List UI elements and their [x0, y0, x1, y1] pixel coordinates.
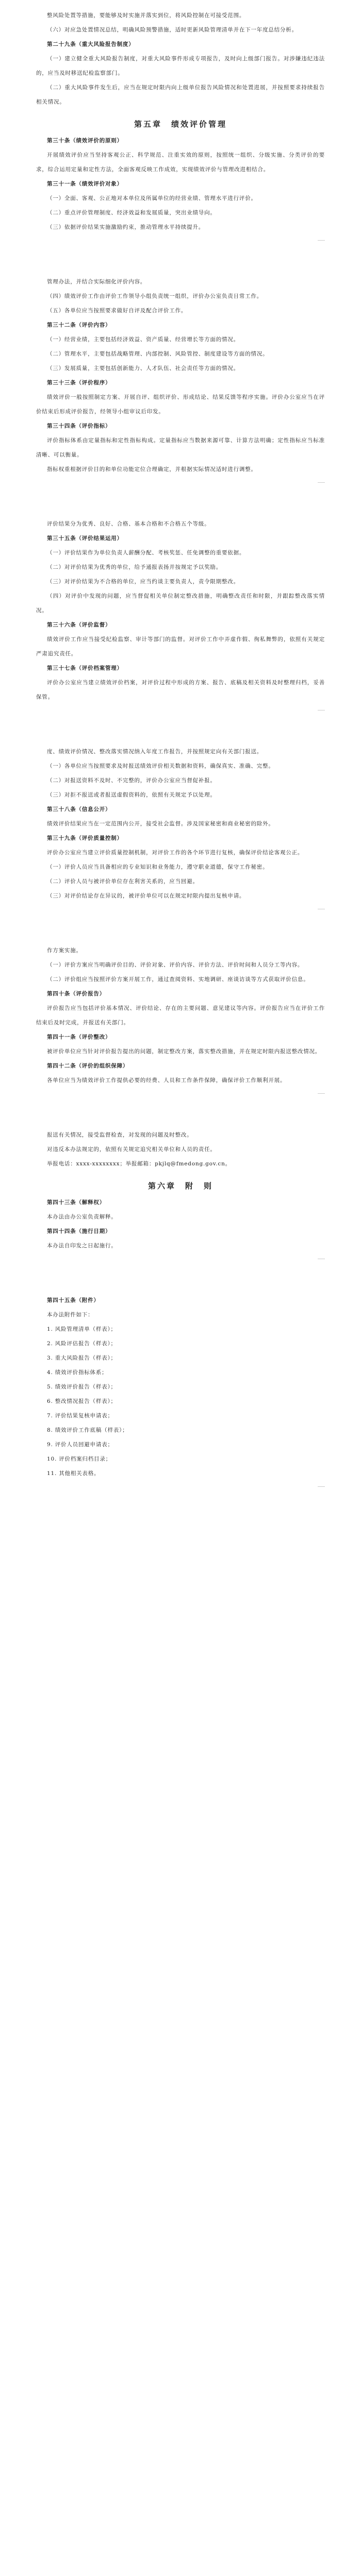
article-heading: 第三十三条（评价程序） [47, 380, 111, 386]
document-body [36, 0, 325, 1511]
paragraph: 8. 绩效评价工作底稿（样表）； [47, 1427, 128, 1433]
paragraph: 6. 整改情况报告（样表）； [47, 1398, 117, 1404]
article-heading: 第二十九条（重大风险报告制度） [47, 41, 135, 47]
paragraph: （四）对评价中发现的问题，应当督促相关单位制定整改措施，明确整改责任和时限，并跟踪整改落实情况。 [36, 593, 325, 614]
paragraph: 1. 风险管理清单（样表）； [47, 1326, 117, 1332]
paragraph: （五）各单位应当按照要求做好自评及配合评价工作。 [47, 308, 187, 314]
paragraph: 本办法附件如下： [47, 1312, 94, 1318]
article-heading: 第三十条（绩效评价的原则） [47, 138, 123, 144]
paragraph: 评价报告应当包括评价基本情况、评价结论、存在的主要问题、意见建议等内容。评价报告应当在评价工作结束后及时完成，并报送有关部门。 [36, 1005, 325, 1026]
paragraph: （一）建立健全重大风险报告制度，对重大风险事件形成专项报告，及时向上级部门报告。对涉嫌违纪违法的，应当及时移送纪检监察部门。 [36, 56, 325, 76]
paragraph: 5. 绩效评价报告（样表）； [47, 1384, 117, 1390]
paragraph: 10. 评价档案归档目录； [47, 1456, 111, 1462]
paragraph: 7. 评价结果复核申请表； [47, 1413, 113, 1419]
chapter-heading: 第五章 绩效评价管理 [134, 120, 227, 129]
paragraph: 绩效评价工作应当接受纪检监察、审计等部门的监督。对评价工作中弄虚作假、徇私舞弊的，依照有关规定严肃追究责任。 [36, 636, 325, 657]
paragraph: 被评价单位应当针对评价报告提出的问题，制定整改方案，落实整改措施，并在规定时限内报送整改情况。 [47, 1048, 321, 1055]
chapter-heading: 第六章 附 则 [147, 1181, 213, 1191]
paragraph: 度、绩效评价情况、整改落实情况纳入年度工作报告，并按照规定向有关部门报送。 [47, 749, 263, 755]
paragraph: 报送有关情况，接受监督检查，对发现的问题及时整改。 [47, 1132, 193, 1138]
paragraph: 整风险处置等措施，要能够及时实施并落实到位，将风险控制在可接受范围。 [47, 12, 245, 19]
paragraph: （二）评价组应当按照评价方案开展工作，通过查阅资料、实地调研、座谈访谈等方式获取评价信息。 [47, 976, 309, 982]
paragraph: 评价结果分为优秀、良好、合格、基本合格和不合格五个等级。 [47, 521, 210, 527]
paragraph: （二）管理水平，主要包括战略管理、内部控制、风险管控、制度建设等方面的情况。 [47, 351, 269, 357]
paragraph: （四）绩效评价工作由评价工作领导小组负责统一组织，评价办公室负责日常工作。 [47, 293, 263, 299]
article-heading: 第三十七条（评价档案管理） [47, 665, 123, 671]
paragraph: 11. 其他相关表格。 [47, 1470, 100, 1477]
paragraph: （六）对应急处置情况总结，明确风险预警措施，适时更新风险管理清单并在下一年度总结分析。 [47, 27, 298, 33]
document-page [36, 272, 325, 486]
paragraph: 9. 评价人员回避申请表； [47, 1442, 113, 1448]
paragraph: （一）评价结果作为单位负责人薪酬分配、考核奖惩、任免调整的重要依据。 [47, 550, 245, 556]
paragraph: 4. 绩效评价指标体系； [47, 1369, 108, 1376]
article-heading: 第四十条（评价报告） [47, 991, 105, 997]
paragraph: （三）对拒不报送或者报送虚假资料的，依照有关规定予以处理。 [47, 792, 216, 798]
paragraph: （三）对评价结论存在异议的，被评价单位可以在规定时限内提出复核申请。 [47, 893, 245, 899]
article-heading: 第四十一条（评价整改） [47, 1034, 111, 1040]
paragraph: （二）对报送资料不及时、不完整的，评价办公室应当督促补报。 [47, 777, 216, 784]
paragraph: 绩效评价一般按照制定方案、开展自评、组织评价、形成结论、结果反馈等程序实施。评价办公室应当在评价结束后形成评价报告，经领导小组审议后印发。 [36, 394, 325, 415]
paragraph: （三）依据评价结果实施激励约束，推动管理水平持续提升。 [47, 224, 205, 230]
article-heading: 第三十二条（评价内容） [47, 322, 111, 328]
paragraph: （一）各单位应当按照要求及时报送绩效评价相关数据和资料，确保真实、准确、完整。 [47, 763, 274, 769]
paragraph: 评价指标体系由定量指标和定性指标构成。定量指标应当数据来源可靠、计算方法明确；定性指标应当标准清晰、可以衡量。 [36, 437, 325, 458]
article-heading: 第四十三条（解释权） [47, 1199, 105, 1206]
paragraph: （二）重大风险事件发生后，应当在规定时限内向上级单位报告风险情况和处置进展，并按照要求持续报告相关情况。 [36, 84, 325, 105]
document-page [36, 514, 325, 714]
article-heading: 第三十四条（评价指标） [47, 423, 111, 429]
paragraph: （一）全面、客观、公正地对本单位及所属单位的经营业绩、管理水平进行评价。 [47, 195, 257, 201]
paragraph: 指标权重根据评价目的和单位功能定位合理确定，并根据实际情况适时进行调整。 [47, 466, 257, 472]
paragraph: 本办法由办公室负责解释。 [47, 1214, 117, 1220]
paragraph: 管理办法，并结合实际细化评价内容。 [47, 279, 146, 285]
document-page [36, 1125, 325, 1262]
paragraph: （二）对评价结果为优秀的单位，给予通报表扬并按规定予以奖励。 [47, 564, 222, 570]
paragraph: （三）发展质量，主要包括创新能力、人才队伍、社会责任等方面的情况。 [47, 365, 239, 371]
paragraph: 评价办公室应当建立评价质量控制机制，对评价工作的各个环节进行复核，确保评价结论客观公正。 [47, 850, 304, 856]
article-heading: 第四十二条（评价的组织保障） [47, 1063, 129, 1069]
paragraph: （二）评价人员与被评价单位存在利害关系的，应当回避。 [47, 878, 199, 885]
paragraph: 本办法自印发之日起施行。 [47, 1243, 117, 1249]
paragraph: 举报电话：xxxx-xxxxxxxx；举报邮箱：pkjlq@fmedong.gov.cn。 [47, 1161, 231, 1167]
paragraph: 绩效评价结果应当在一定范围内公开，接受社会监督。涉及国家秘密和商业秘密的除外。 [47, 821, 274, 827]
document-page [36, 741, 325, 912]
article-heading: 第三十一条（绩效评价对象） [47, 181, 123, 187]
document-page [36, 5, 325, 244]
paragraph: （三）对评价结果为不合格的单位，应当约谈主要负责人，责令限期整改。 [47, 579, 239, 585]
paragraph: 开展绩效评价应当坚持客观公正、科学规范、注重实效的原则，按照统一组织、分级实施、分类评价的要求，综合运用定量和定性方法，全面客观反映工作成效，实现绩效评价与管理改进相结合。 [36, 152, 325, 173]
document-page [36, 1290, 325, 1490]
paragraph: （一）经营业绩，主要包括经济效益、资产质量、经营增长等方面的情况。 [47, 336, 239, 343]
paragraph: 2. 风险评估报告（样表）； [47, 1341, 117, 1347]
paragraph: 对违反本办法规定的，依照有关规定追究相关单位和人员的责任。 [47, 1146, 216, 1153]
paragraph: （一）评价人员应当具备相应的专业知识和业务能力，遵守职业道德，保守工作秘密。 [47, 864, 269, 870]
article-heading: 第三十六条（评价监督） [47, 622, 111, 628]
article-heading: 第三十八条（信息公开） [47, 806, 111, 812]
article-heading: 第三十九条（评价质量控制） [47, 835, 123, 841]
paragraph: 各单位应当为绩效评价工作提供必要的经费、人员和工作条件保障，确保评价工作顺利开展。 [47, 1077, 286, 1083]
paragraph: 3. 重大风险报告（样表）； [47, 1355, 117, 1361]
article-heading: 第三十五条（评价结果运用） [47, 535, 123, 541]
paragraph: （二）重点评价管理制度、经济效益和发展质量，突出业绩导向。 [47, 210, 216, 216]
paragraph: 评价办公室应当建立绩效评价档案，对评价过程中形成的方案、报告、底稿及相关资料及时整理归档，妥善保管。 [36, 680, 325, 700]
article-heading: 第四十四条（施行日期） [47, 1228, 111, 1234]
paragraph: （一）评价方案应当明确评价目的、评价对象、评价内容、评价方法、评价时间和人员分工等内容。 [47, 962, 304, 968]
article-heading: 第四十五条（附件） [47, 1297, 100, 1303]
document-page [36, 940, 325, 1097]
paragraph: 作方案实施。 [47, 947, 82, 954]
